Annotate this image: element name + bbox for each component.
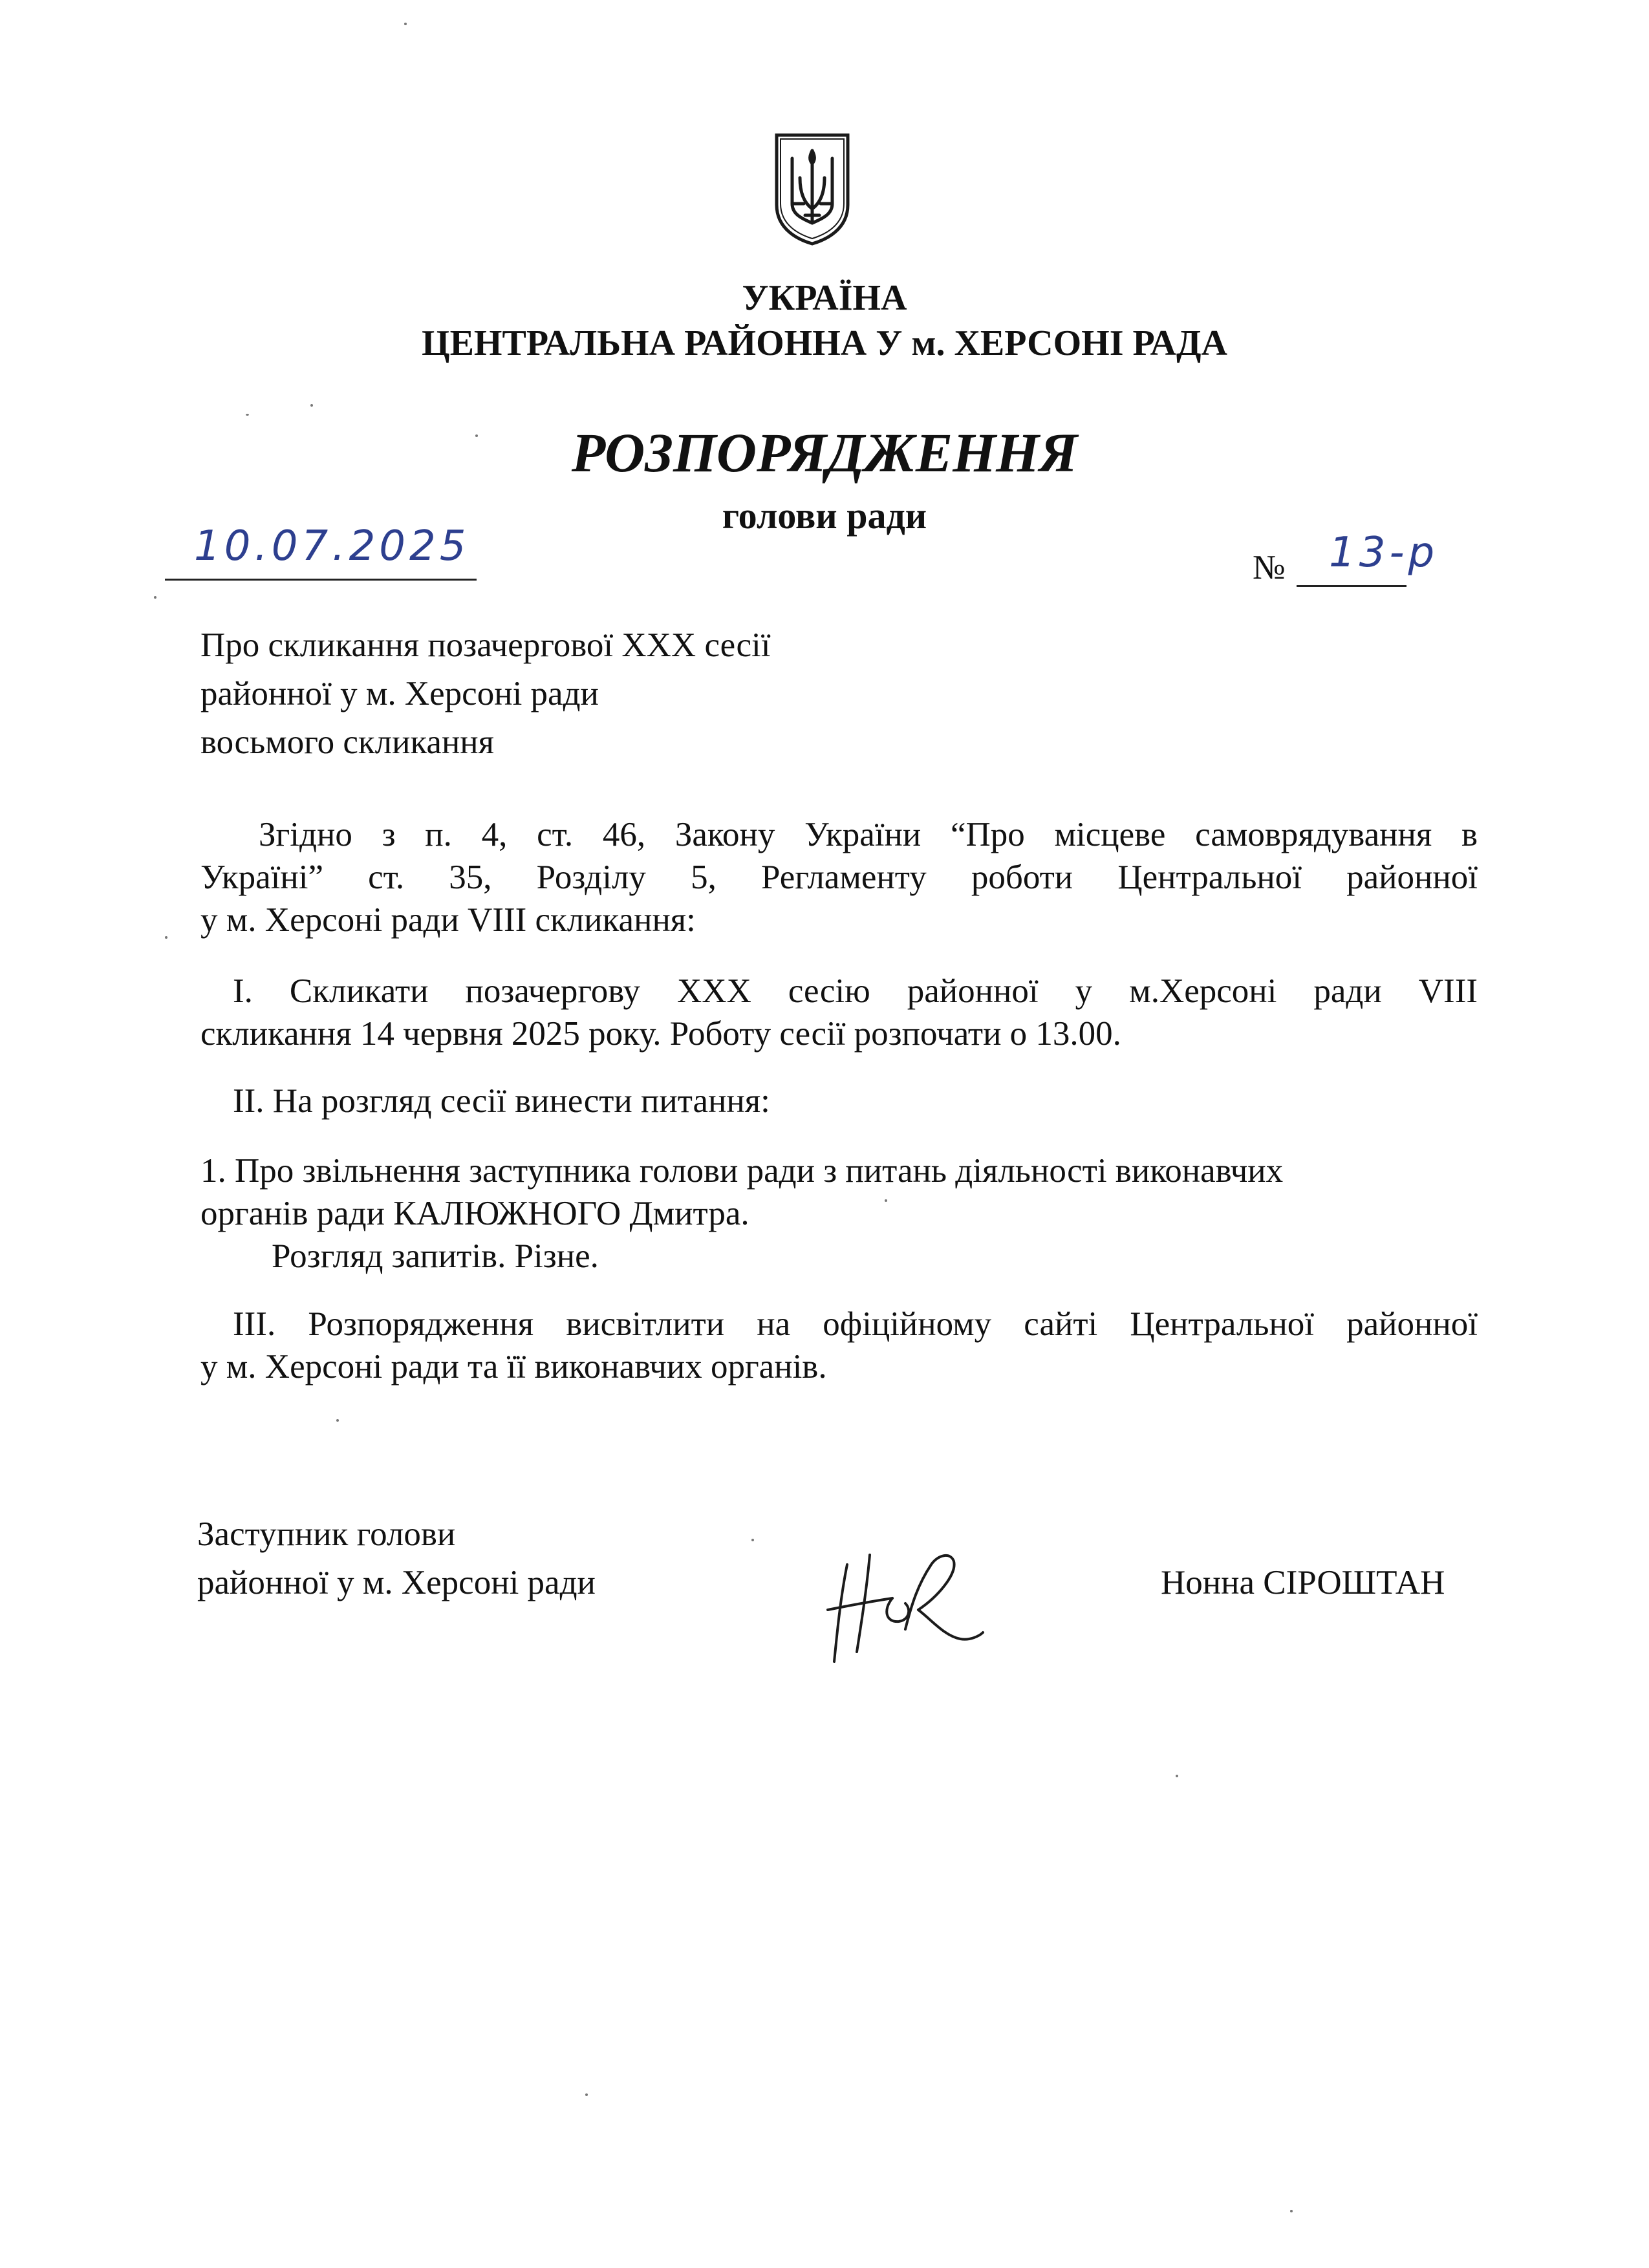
item-2-misc: Розгляд запитів. Різне. xyxy=(272,1237,599,1275)
item-3-line: ІІІ. Розпорядження висвітлити на офіційному сайті Центральної районної xyxy=(233,1305,1478,1343)
subject-line: Про скликання позачергової XXX сесії xyxy=(200,626,771,664)
item-2-point-line: органів ради КАЛЮЖНОГО Дмитра. xyxy=(200,1195,749,1232)
scan-speck xyxy=(154,596,156,599)
item-3-line: у м. Херсоні ради та її виконавчих органів. xyxy=(200,1348,827,1385)
signatory-position: Заступник голови xyxy=(197,1515,456,1553)
country-name: УКРАЇНА xyxy=(742,278,907,318)
subject-line: районної у м. Херсоні ради xyxy=(200,675,599,712)
scan-speck xyxy=(1176,1775,1178,1777)
scan-speck xyxy=(165,936,167,939)
item-1-line: І. Скликати позачергову XXX сесію районної у м.Херсоні ради VIII xyxy=(233,972,1478,1010)
date-underline xyxy=(165,579,477,581)
item-2-point-line: 1. Про звільнення заступника голови ради з питань діяльності виконавчих xyxy=(200,1152,1284,1190)
scan-speck xyxy=(310,404,313,407)
scan-speck xyxy=(585,2093,588,2096)
number-underline xyxy=(1297,585,1406,587)
intro-text-line: у м. Херсоні ради VIII скликання: xyxy=(200,901,696,939)
scan-speck xyxy=(885,1199,887,1202)
item-1-line: скликання 14 червня 2025 року. Роботу сесії розпочати о 13.00. xyxy=(200,1015,1121,1053)
subject-line: восьмого скликання xyxy=(200,723,495,761)
intro-text-line: Згідно з п. 4, ст. 46, Закону України “Про місцеве самоврядування в xyxy=(259,816,1478,853)
signatory-name: Нонна СІРОШТАН xyxy=(1161,1564,1445,1601)
intro-text-line: Україні” ст. 35, Розділу 5, Регламенту роботи Центральної районної xyxy=(200,859,1478,896)
handwritten-signature xyxy=(821,1539,989,1668)
document-subtitle: голови ради xyxy=(722,495,927,537)
scan-speck xyxy=(404,23,407,25)
signatory-position: районної у м. Херсоні ради xyxy=(197,1564,596,1601)
scan-speck xyxy=(1290,2210,1293,2212)
number-prefix: № xyxy=(1253,549,1286,586)
council-name: ЦЕНТРАЛЬНА РАЙОННА У м. ХЕРСОНІ РАДА xyxy=(422,323,1227,363)
handwritten-date: 10.07.2025 xyxy=(194,522,470,570)
document-title: РОЗПОРЯДЖЕННЯ xyxy=(571,422,1078,484)
trident-emblem-icon xyxy=(774,133,850,246)
scan-speck xyxy=(336,1419,339,1422)
scan-speck xyxy=(246,414,249,416)
item-2-heading: ІІ. На розгляд сесії винести питання: xyxy=(233,1082,770,1120)
scan-speck xyxy=(475,434,478,437)
scan-speck xyxy=(751,1539,754,1541)
handwritten-number: 13-р xyxy=(1329,529,1439,577)
